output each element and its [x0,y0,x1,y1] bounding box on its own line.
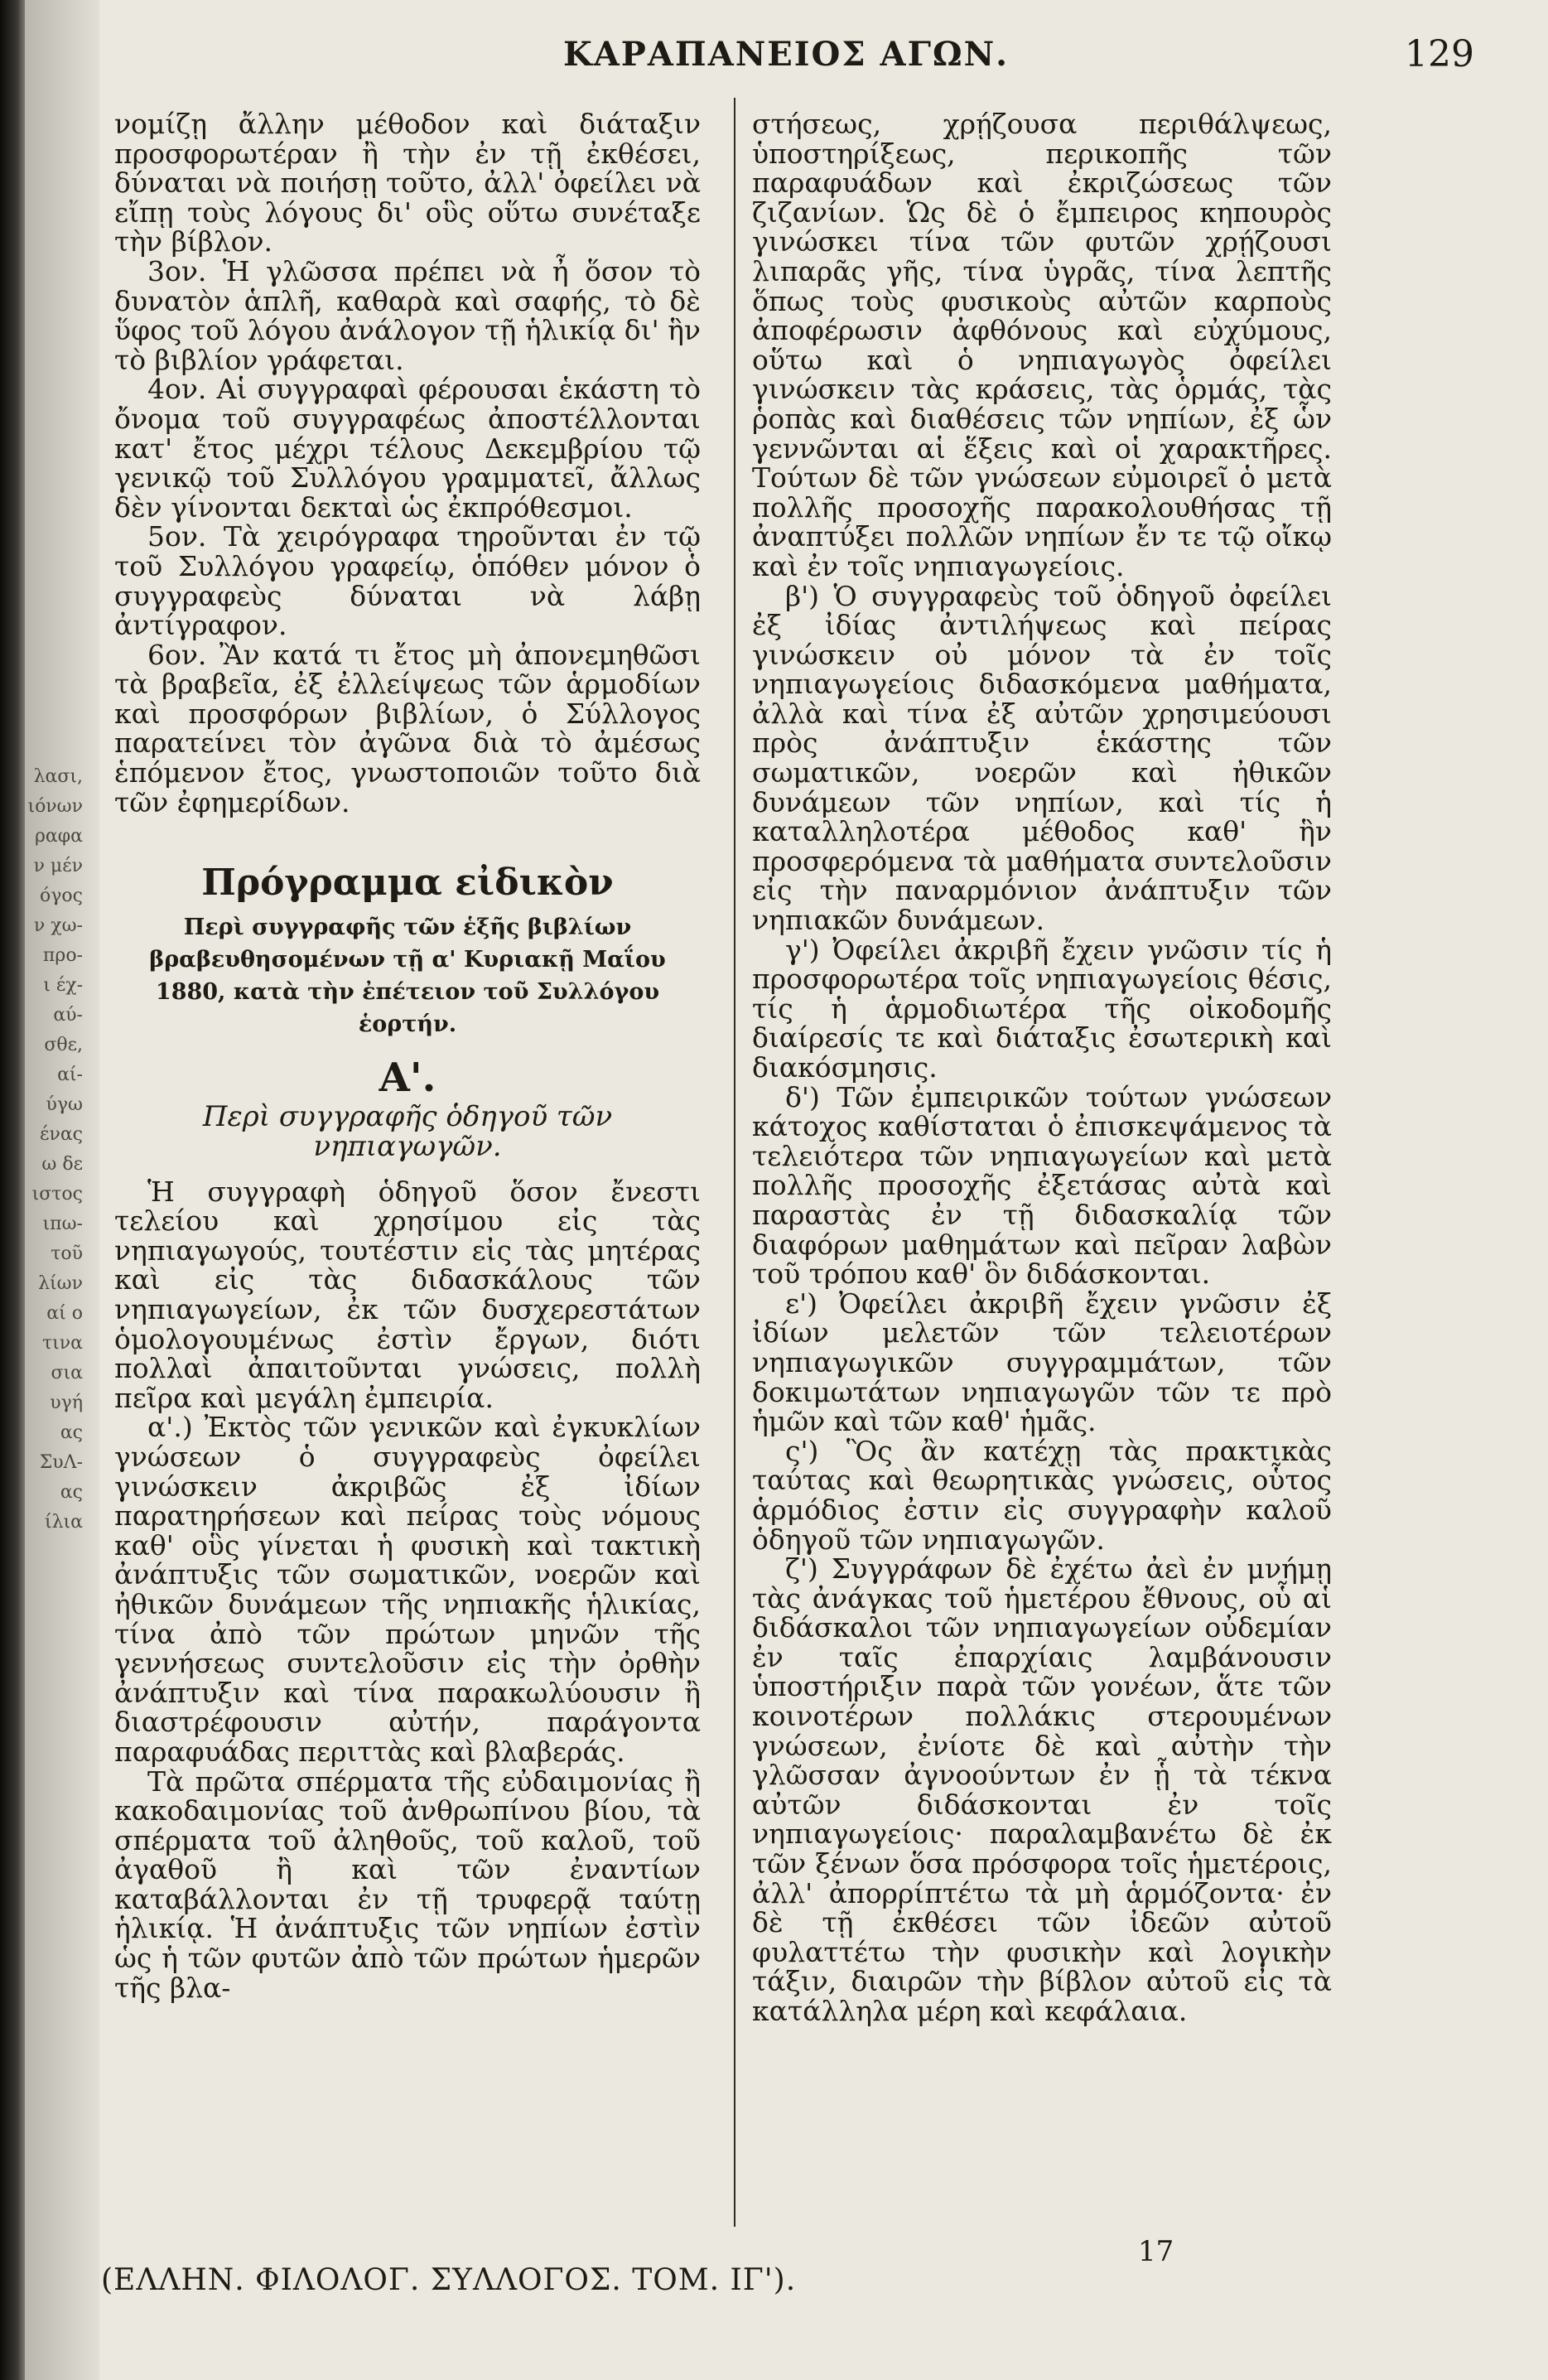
previous-page-fragment: ιόνων [27,796,83,817]
paragraph: στήσεως, χρῄζουσα περιθάλψεως, ὑποστηρίξεως, περικοπῆς τῶν παραφυάδων καὶ ἐκριζώσεως τῶν ζιζανίων. Ὡς δὲ ὁ ἔμπειρος κηπουρὸς γινώσκει τίνα τῶν φυτῶν χρῄζουσι λιπαρᾶς γῆς, τίνα ὑγρᾶς, τίνα λεπτῆς ὅπως τοὺς φυσικοὺς αὐτῶν καρποὺς ἀποφέρωσιν ἀφθόνους καὶ εὐχύμους, οὕτω καὶ ὁ νηπιαγωγὸς ὀφείλει γινώσκειν τὰς κράσεις, τὰς ὁρμάς, τὰς ῥοπὰς καὶ διαθέσεις τῶν νηπίων, ἐξ ὧν γεννῶνται αἱ ἕξεις καὶ οἱ χαρακτῆρες. Τούτων δὲ τῶν γνώσεων εὐμοιρεῖ ὁ μετὰ πολλῆς προσοχῆς παρακολουθήσας τῇ ἀναπτύξει πολλῶν νηπίων ἔν τε τῷ οἴκῳ καὶ ἐν τοῖς νηπιαγωγείοις. [752,108,1332,582]
paragraph: Ἡ συγγραφὴ ὁδηγοῦ ὅσον ἔνεστι τελείου καὶ χρησίμου εἰς τὰς νηπιαγωγούς, τουτέστιν εἰς τὰς μητέρας καὶ εἰς τὰς διδασκάλους τῶν νηπιαγωγείων, ἐκ τῶν δυσχερεστάτων ὁμολογουμένως ἐστὶν ἔργων, διότι πολλαὶ ἀπαιτοῦνται γνώσεις, πολλὴ πεῖρα καὶ μεγάλη ἐμπειρία. [114,1175,701,1414]
footer-imprint: (ΕΛΛΗΝ. ΦΙΛΟΛΟΓ. ΣΥΛΛΟΓΟΣ. ΤΟΜ. ΙΓ'). [101,2263,797,2297]
previous-page-fragment: ν χω- [33,915,83,936]
previous-page-fragment: σθε, [44,1035,83,1055]
paragraph: γ') Ὀφείλει ἀκριβῆ ἔχειν γνῶσιν τίς ἡ προσφορωτέρα τοῖς νηπιαγωγείοις θέσις, τίς ἡ ἁρμοδιωτέρα τῆς οἰκοδομῆς διαίρεσίς τε καὶ διάταξις ἐσωτερικὴ καὶ διακόσμησις. [752,933,1332,1084]
running-head-title: ΚΑΡΑΠΑΝΕΙΟΣ ΑΓΩΝ. [563,35,1010,74]
special-program-subtitle: Περὶ συγγραφῆς τῶν ἑξῆς βιβλίων βραβευθησομένων τῇ α' Κυριακῇ Μαΐου 1880, κατὰ τὴν ἐπέτειον τοῦ Συλλόγου ἑορτήν. [149,914,666,1037]
section-letter: Α'. [379,1054,436,1101]
page-number: 129 [1405,33,1474,75]
previous-page-fragment: ΣυΛ- [39,1452,83,1473]
previous-page-fragment: προ- [42,945,83,966]
previous-page-fragment: ένας [40,1124,83,1145]
paragraph: ε') Ὀφείλει ἀκριβῆ ἔχειν γνῶσιν ἐξ ἰδίων μελετῶν τῶν τελειοτέρων νηπιαγωγικῶν συγγραμμάτων, τῶν δοκιμωτάτων νηπιαγωγῶν τῶν τε πρὸ ἡμῶν καὶ τῶν καθ' ἡμᾶς. [752,1287,1332,1438]
paragraph: ζ') Συγγράφων δὲ ἐχέτω ἀεὶ ἐν μνήμῃ τὰς ἀνάγκας τοῦ ἡμετέρου ἔθνους, οὗ αἱ διδάσκαλοι τῶν νηπιαγωγείων οὐδεμίαν ἐν ταῖς ἐπαρχίαις λαμβάνουσιν ὑποστήριξιν παρὰ τῶν γονέων, ἅτε τῶν κοινοτέρων πολλάκις στερουμένων γνώσεων, ἐνίοτε δὲ καὶ αὐτὴν τὴν γλῶσσαν ἀγνοούντων ἐν ᾗ τὰ τέκνα αὐτῶν διδάσκονται ἐν τοῖς νηπιαγωγείοις· παραλαμβανέτω δὲ ἐκ τῶν ξένων ὅσα πρόσφορα τοῖς ἡμετέροις, ἀλλ' ἀπορρίπτέτω τὰ μὴ ἁρμόζοντα· ἐν δὲ τῇ ἐκθέσει τῶν ἰδεῶν αὐτοῦ φυλαττέτω τὴν φυσικὴν καὶ λογικὴν τάξιν, διαιρῶν τὴν βίβλον αὐτοῦ εἰς τὰ κατάλληλα μέρη καὶ κεφάλαια. [752,1552,1332,2027]
previous-page-fragment: ι έχ- [43,975,83,996]
previous-page-fragment: αί ο [46,1303,83,1324]
signature-number: 17 [1138,2235,1174,2268]
previous-page-fragment: ίλια [44,1512,83,1533]
paragraph: α'.) Ἐκτὸς τῶν γενικῶν καὶ ἐγκυκλίων γνώσεων ὁ συγγραφεὺς ὀφείλει γινώσκειν ἀκριβῶς ἐξ ἰδίων παρατηρήσεων καὶ πείρας τοὺς νόμους καθ' οὓς γίνεται ἡ φυσικὴ καὶ τακτικὴ ἀνάπτυξις τῶν σωματικῶν, νοερῶν καὶ ἠθικῶν δυνάμεων τῆς νηπιακῆς ἡλικίας, τίνα ἀπὸ τῶν πρώτων μηνῶν τῆς γεννήσεως συντελοῦσιν εἰς τὴν ὀρθὴν ἀνάπτυξιν καὶ τίνα παρακωλύουσιν ἢ διαστρέφουσιν αὐτήν, παράγοντα παραφυάδας περιττὰς καὶ βλαβεράς. [114,1411,701,1768]
previous-page-fragment: αύ- [53,1005,83,1026]
previous-page-fragment: ραφα [34,826,83,847]
previous-page-fragment: ας [60,1422,83,1443]
paragraph: 3ον. Ἡ γλῶσσα πρέπει νὰ ἦ ὅσον τὸ δυνατὸν ἁπλῆ, καθαρὰ καὶ σαφής, τὸ δὲ ὕφος τοῦ λόγου ἀνάλογον τῇ ἡλικίᾳ δι' ἣν τὸ βιβλίον γράφεται. [114,254,701,376]
paragraph: Τὰ πρῶτα σπέρματα τῆς εὐδαιμονίας ἢ κακοδαιμονίας τοῦ ἀνθρωπίνου βίου, τὰ σπέρματα τοῦ ἀληθοῦς, τοῦ καλοῦ, τοῦ ἀγαθοῦ ἢ καὶ τῶν ἐναντίων καταβάλλονται ἐν τῇ τρυφερᾷ ταύτῃ ἡλικίᾳ. Ἡ ἀνάπτυξις τῶν νηπίων ἐστὶν ὡς ἡ τῶν φυτῶν ἀπὸ τῶν πρώτων ἡμερῶν τῆς βλα- [114,1764,701,2004]
previous-page-fragment: σια [51,1363,83,1383]
book-page [99,0,1548,2380]
previous-page-fragment: όγος [40,886,83,906]
section-subtitle: Περὶ συγγραφῆς ὁδηγοῦ τῶν νηπιαγωγῶν. [202,1100,613,1164]
previous-page-fragment: ν μέν [33,856,83,876]
paragraph: δ') Τῶν ἐμπειρικῶν τούτων γνώσεων κάτοχος καθίσταται ὁ ἐπισκεψάμενος τὰ τελειότερα τῶν νηπιαγωγείων καὶ μετὰ πολλῆς προσοχῆς ἐξετάσας αὐτὰ καὶ παραστὰς ἐν τῇ διδασκαλίᾳ τῶν διαφόρων μαθημάτων καὶ πεῖραν λαβὼν τοῦ τρόπου καθ' ὃν διδάσκονται. [752,1080,1332,1291]
previous-page-fragment: ύγω [46,1094,83,1115]
paragraph: 5ον. Τὰ χειρόγραφα τηροῦνται ἐν τῷ τοῦ Συλλόγου γραφείῳ, ὁπόθεν μόνον ὁ συγγραφεὺς δύναται νὰ λάβῃ ἀντίγραφον. [114,520,701,642]
previous-page-fragment: τοῦ [51,1243,83,1264]
special-program-title: Πρόγραμμα εἰδικὸν [201,862,614,905]
previous-page-fragment: λίων [38,1273,83,1294]
previous-page-fragment: ιπω- [42,1214,83,1234]
previous-page-fragment: ιστος [31,1184,83,1204]
paragraph: 6ον. Ἂν κατά τι ἔτος μὴ ἀπονεμηθῶσι τὰ βραβεῖα, ἐξ ἐλλείψεως τῶν ἁρμοδίων καὶ προσφόρων βιβλίων, ὁ Σύλλογος παρατείνει τὸν ἀγῶνα διὰ τὸ ἀμέσως ἑπόμενον ἔτος, γνωστοποιῶν τοῦτο διὰ τῶν ἐφημερίδων. [114,638,701,818]
left-column [114,109,701,2002]
running-head [99,35,1474,84]
previous-page-fragment: τινα [41,1333,83,1354]
paragraph: ς') Ὃς ἂν κατέχῃ τὰς πρακτικὰς ταύτας καὶ θεωρητικὰς γνώσεις, οὗτος ἁρμόδιος ἐστιν εἰς συγγραφὴν καλοῦ ὁδηγοῦ τῶν νηπιαγωγῶν. [752,1434,1332,1556]
previous-page-fragment: λασι, [33,766,83,787]
right-column [752,109,1332,2026]
previous-page-fragment: ας [60,1482,83,1503]
previous-page-fragments [7,762,83,1538]
column-divider [734,98,735,2227]
previous-page-fragment: ω δε [41,1154,83,1175]
previous-page-fragment: αί- [57,1064,83,1085]
paragraph: β') Ὁ συγγραφεὺς τοῦ ὁδηγοῦ ὀφείλει ἐξ ἰδίας ἀντιλήψεως καὶ πείρας γινώσκειν οὐ μόνον τὰ ἐν τοῖς νηπιαγωγείοις διδασκόμενα μαθήματα, ἀλλὰ καὶ τίνα ἐξ αὐτῶν χρησιμεύουσι πρὸς ἀνάπτυξιν ἑκάστης τῶν σωματικῶν, νοερῶν καὶ ἠθικῶν δυνάμεων τῶν νηπίων, καὶ τίς ἡ καταλληλοτέρα μέθοδος καθ' ἣν προσφερόμενα τὰ μαθήματα συντελοῦσιν εἰς τὴν παναρμόνιον ἀνάπτυξιν τῶν νηπιακῶν δυνάμεων. [752,579,1332,937]
previous-page-fragment: υγή [50,1393,83,1413]
paragraph: 4ον. Αἱ συγγραφαὶ φέρουσαι ἑκάστη τὸ ὄνομα τοῦ συγγραφέως ἀποστέλλονται κατ' ἔτος μέχρι τέλους Δεκεμβρίου τῷ γενικῷ τοῦ Συλλόγου γραμματεῖ, ἄλλως δὲν γίνονται δεκταὶ ὡς ἐκπρόθεσμοι. [114,373,701,524]
paragraph: νομίζῃ ἄλλην μέθοδον καὶ διάταξιν προσφορωτέραν ἢ τὴν ἐν τῇ ἐκθέσει, δύναται νὰ ποιήσῃ τοῦτο, ἀλλ' ὀφείλει νὰ εἴπῃ τοὺς λόγους δι' οὓς οὕτω συνέταξε τὴν βίβλον. [114,108,701,258]
